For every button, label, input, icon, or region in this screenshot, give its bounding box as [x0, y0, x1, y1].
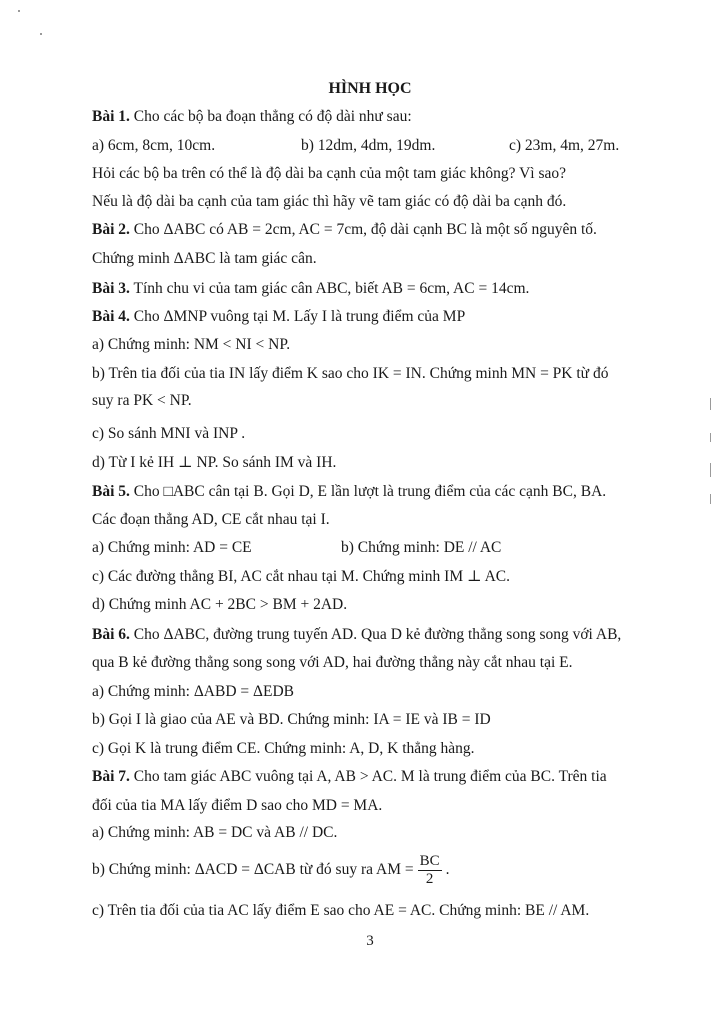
problem-1-question: Hỏi các bộ ba trên có thể là độ dài ba cạnh của một tam giác không? Vì sao?: [92, 165, 567, 182]
problem-7-part-b-period: .: [445, 861, 450, 878]
scan-speck: [710, 433, 711, 442]
problem-3-line-1: [92, 279, 529, 299]
problem-6-line-1: [92, 625, 621, 645]
problem-1-option-b: b) 12dm, 4dm, 19dm.: [301, 137, 436, 154]
problem-2-text: Cho ΔABC có AB = 2cm, AC = 7cm, độ dài cạnh BC là một số nguyên tố.: [129, 221, 597, 238]
problem-6-part-a: a) Chứng minh: ΔABD = ΔEDB: [92, 683, 294, 700]
problem-2-line-1: [92, 220, 597, 240]
problem-1-text: Cho các bộ ba đoạn thẳng có độ dài như sau:: [129, 108, 412, 125]
problem-6-label: Bài 6.: [92, 626, 130, 643]
problem-6-line-2: qua B kẻ đường thẳng song song với AD, hai đường thẳng này cắt nhau tại E.: [92, 654, 573, 671]
problem-4-part-b-line-1: b) Trên tia đối của tia IN lấy điểm K sao cho IK = IN. Chứng minh MN = PK từ đó: [92, 365, 609, 382]
scan-speck: [710, 494, 711, 504]
problem-2-line-2: Chứng minh ΔABC là tam giác cân.: [92, 250, 317, 267]
page-title: HÌNH HỌC: [328, 80, 412, 97]
problem-1-option-a: a) 6cm, 8cm, 10cm.: [92, 137, 216, 154]
problem-5-label: Bài 5.: [92, 483, 130, 500]
problem-4-part-d: d) Từ I kẻ IH ⊥ NP. So sánh IM và IH.: [92, 454, 337, 471]
problem-2-label: Bài 2.: [92, 221, 130, 238]
scan-speck: [710, 463, 711, 477]
problem-7-label: Bài 7.: [92, 768, 130, 785]
fraction-bc-over-2: [418, 853, 442, 888]
problem-5-parts-ab: [92, 538, 542, 558]
fraction-numerator: BC: [419, 852, 440, 869]
page-number: 3: [366, 933, 374, 949]
problem-6-part-c: c) Gọi K là trung điểm CE. Chứng minh: A, D, K thẳng hàng.: [92, 740, 475, 757]
problem-7-text: Cho tam giác ABC vuông tại A, AB > AC. M là trung điểm của BC. Trên tia: [129, 768, 607, 785]
problem-4-line-1: [92, 307, 465, 327]
problem-5-part-c: c) Các đường thẳng BI, AC cắt nhau tại M. Chứng minh IM ⊥ AC.: [92, 568, 510, 585]
scan-speck: [710, 398, 711, 410]
problem-7-part-c: c) Trên tia đối của tia AC lấy điểm E sao cho AE = AC. Chứng minh: BE // AM.: [92, 902, 590, 919]
problem-4-part-b-line-2: suy ra PK < NP.: [92, 392, 192, 409]
problem-5-text: Cho □ABC cân tại B. Gọi D, E lần lượt là trung điểm của các cạnh BC, BA.: [129, 483, 607, 500]
fraction-denominator: 2: [425, 870, 434, 887]
problem-7-part-b-text: b) Chứng minh: ΔACD = ΔCAB từ đó suy ra AM =: [92, 861, 414, 878]
problem-6-part-b: b) Gọi I là giao của AE và BD. Chứng minh: IA = IE và IB = ID: [92, 711, 491, 728]
problem-4-text: Cho ΔMNP vuông tại M. Lấy I là trung điểm của MP: [129, 308, 466, 325]
scan-speck: [18, 10, 20, 12]
problem-1-option-c: c) 23m, 4m, 27m.: [509, 137, 620, 154]
problem-4-part-a: a) Chứng minh: NM < NI < NP.: [92, 336, 291, 353]
problem-4-label: Bài 4.: [92, 308, 130, 325]
problem-5-part-a: a) Chứng minh: AD = CE: [92, 539, 252, 556]
problem-1-instruction: Nếu là độ dài ba cạnh của tam giác thì hãy vẽ tam giác có độ dài ba cạnh đó.: [92, 193, 567, 210]
problem-7-part-b: [92, 851, 450, 889]
problem-1-label: Bài 1.: [92, 108, 130, 125]
problem-3-label: Bài 3.: [92, 280, 130, 297]
scan-speck: [40, 33, 42, 35]
problem-5-part-b: b) Chứng minh: DE // AC: [341, 539, 502, 556]
problem-7-line-1: [92, 767, 607, 787]
problem-6-text: Cho ΔABC, đường trung tuyến AD. Qua D kẻ đường thẳng song song với AB,: [129, 626, 622, 643]
problem-1-line-1: [92, 107, 412, 127]
problem-5-line-1: [92, 482, 606, 502]
problem-7-line-2: đối của tia MA lấy điểm D sao cho MD = MA.: [92, 797, 383, 814]
problem-7-part-a: a) Chứng minh: AB = DC và AB // DC.: [92, 824, 338, 841]
problem-3-text: Tính chu vi của tam giác cân ABC, biết AB = 6cm, AC = 14cm.: [129, 280, 530, 297]
problem-5-part-d: d) Chứng minh AC + 2BC > BM + 2AD.: [92, 596, 348, 613]
problem-5-line-2: Các đoạn thẳng AD, CE cắt nhau tại I.: [92, 511, 330, 528]
problem-4-part-c: c) So sánh MNI và INP .: [92, 425, 246, 442]
problem-1-options: [92, 136, 652, 156]
